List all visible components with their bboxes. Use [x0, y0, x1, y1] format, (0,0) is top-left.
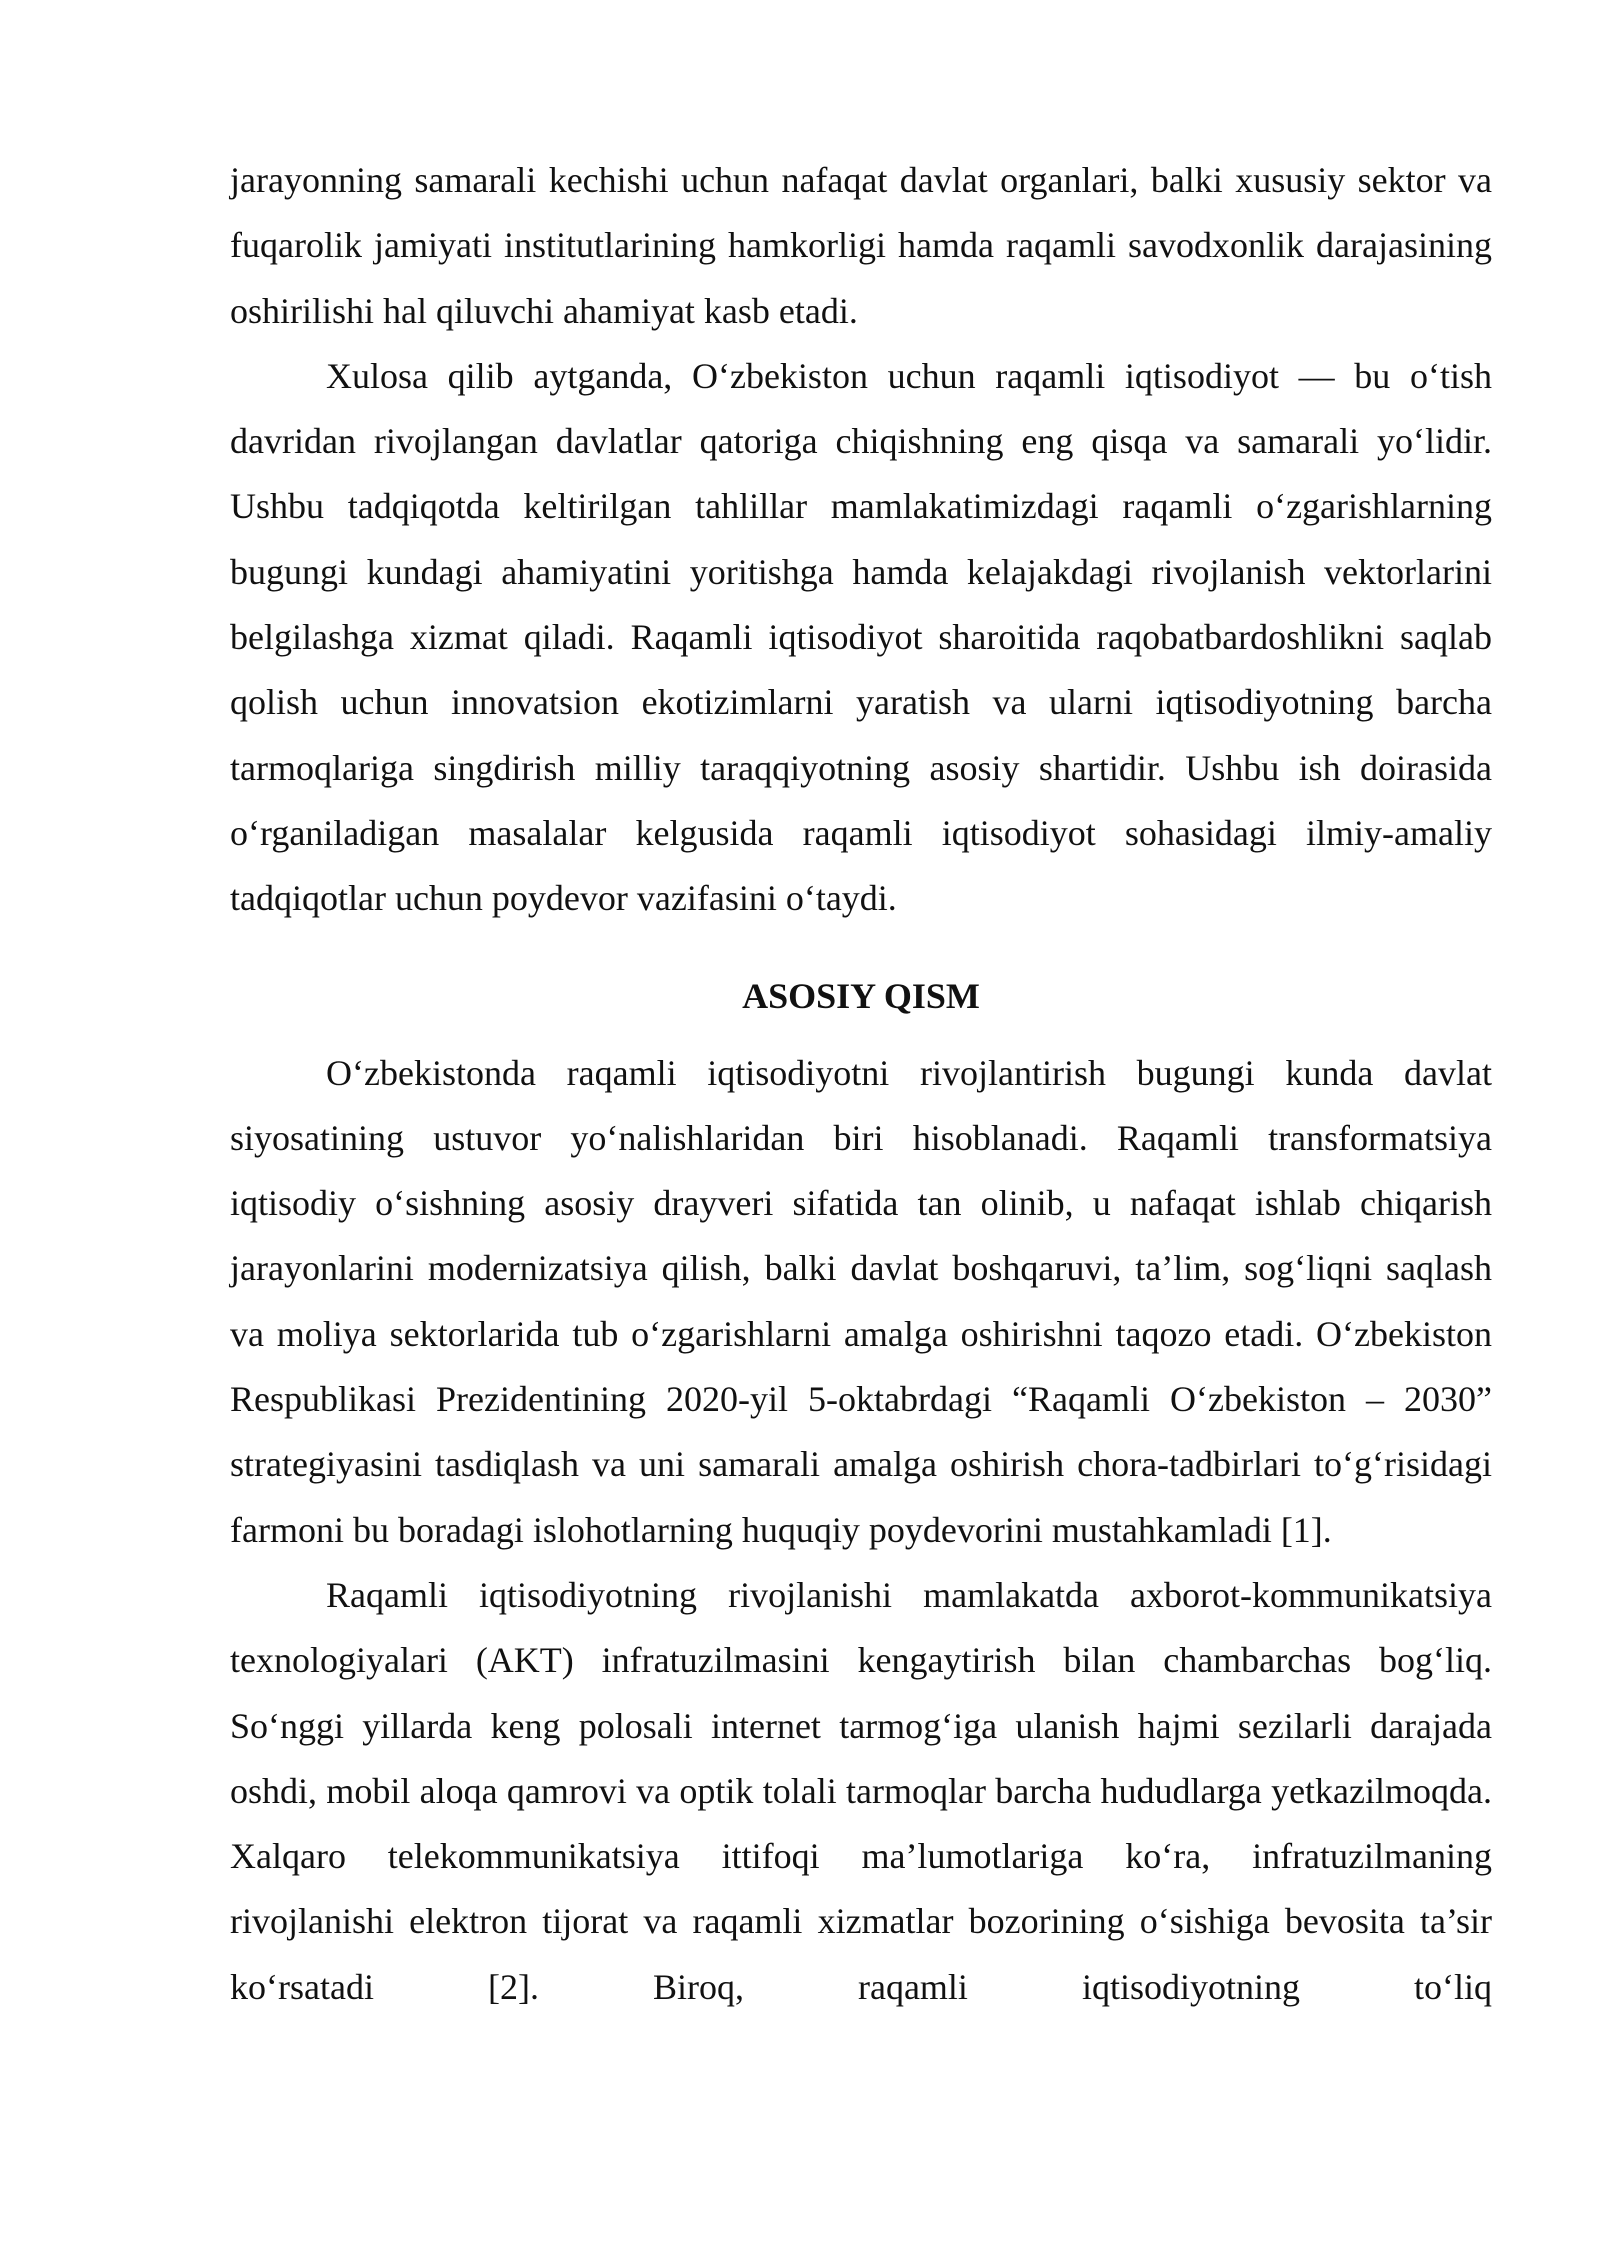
paragraph-conclusion: Xulosa qilib aytganda, O‘zbekiston uchun raqamli iqtisodiyot — bu o‘tish davridan rivojlangan davlatlar qatoriga chiqishning eng qisqa va samarali yo‘lidir. Ushbu tadqiqotda keltirilgan tahlillar mamlakatimizdagi raqamli o‘zgarishlarning bugungi kundagi ahamiyatini yoritishga hamda kelajakdagi rivojlanish vektorlarini belgilashga xizmat qiladi. Raqamli iqtisodiyot sharoitida raqobatbardoshlikni saqlab qolish uchun innovatsion ekotizimlarni yaratish va ularni iqtisodiyotning barcha tarmoqlariga singdirish milliy taraqqiyotning asosiy shartidir. Ushbu ish doirasida o‘rganiladigan masalalar kelgusida raqamli iqtisodiyot sohasidagi ilmiy-amaliy tadqiqotlar uchun poydevor vazifasini o‘taydi.: [230, 355, 1492, 919]
paragraph-main-1: O‘zbekistonda raqamli iqtisodiyotni rivojlantirish bugungi kunda davlat siyosatining ustuvor yo‘nalishlaridan biri hisoblanadi. Raqamli transformatsiya iqtisodiy o‘sishning asosiy drayveri sifatida tan olinib, u nafaqat ishlab chiqarish jarayonlarini modernizatsiya qilish, balki davlat boshqaruvi, ta’lim, sog‘liqni saqlash va moliya sektorlarida tub o‘zgarishlarni amalga oshirishni taqozo etadi. O‘zbekiston Respublikasi Prezidentining 2020-yil 5-oktabrdagi “Raqamli O‘zbekiston – 2030” strategiyasini tasdiqlash va uni samarali amalga oshirish chora-tadbirlari to‘g‘risidagi farmoni bu boradagi islohotlarning huquqiy poydevorini mustahkamladi [1].: [230, 1052, 1492, 1550]
paragraph-continuation: jarayonning samarali kechishi uchun nafaqat davlat organlari, balki xususiy sektor va fuqarolik jamiyati institutlarining hamkorligi hamda raqamli savodxonlik darajasining oshirilishi hal qiluvchi ahamiyat kasb etadi.: [230, 160, 1492, 331]
document-page: [230, 148, 1492, 2020]
paragraph-main-2: Raqamli iqtisodiyotning rivojlanishi mamlakatda axborot-kommunikatsiya texnologiyalari (AKT) infratuzilmasini kengaytirish bilan chambarchas bog‘liq. So‘nggi yillarda keng polosali internet tarmog‘iga ulanish hajmi sezilarli darajada oshdi, mobil aloqa qamrovi va optik tolali tarmoqlar barcha hududlarga yetkazilmoqda. Xalqaro telekommunikatsiya ittifoqi ma’lumotlariga ko‘ra, infratuzilmaning rivojlanishi elektron tijorat va raqamli xizmatlar bozorining o‘sishiga bevosita ta’sir ko‘rsatadi [2]. Biroq, raqamli iqtisodiyotning to‘liq: [230, 1574, 1492, 2007]
section-heading: ASOSIY QISM: [742, 975, 980, 1016]
